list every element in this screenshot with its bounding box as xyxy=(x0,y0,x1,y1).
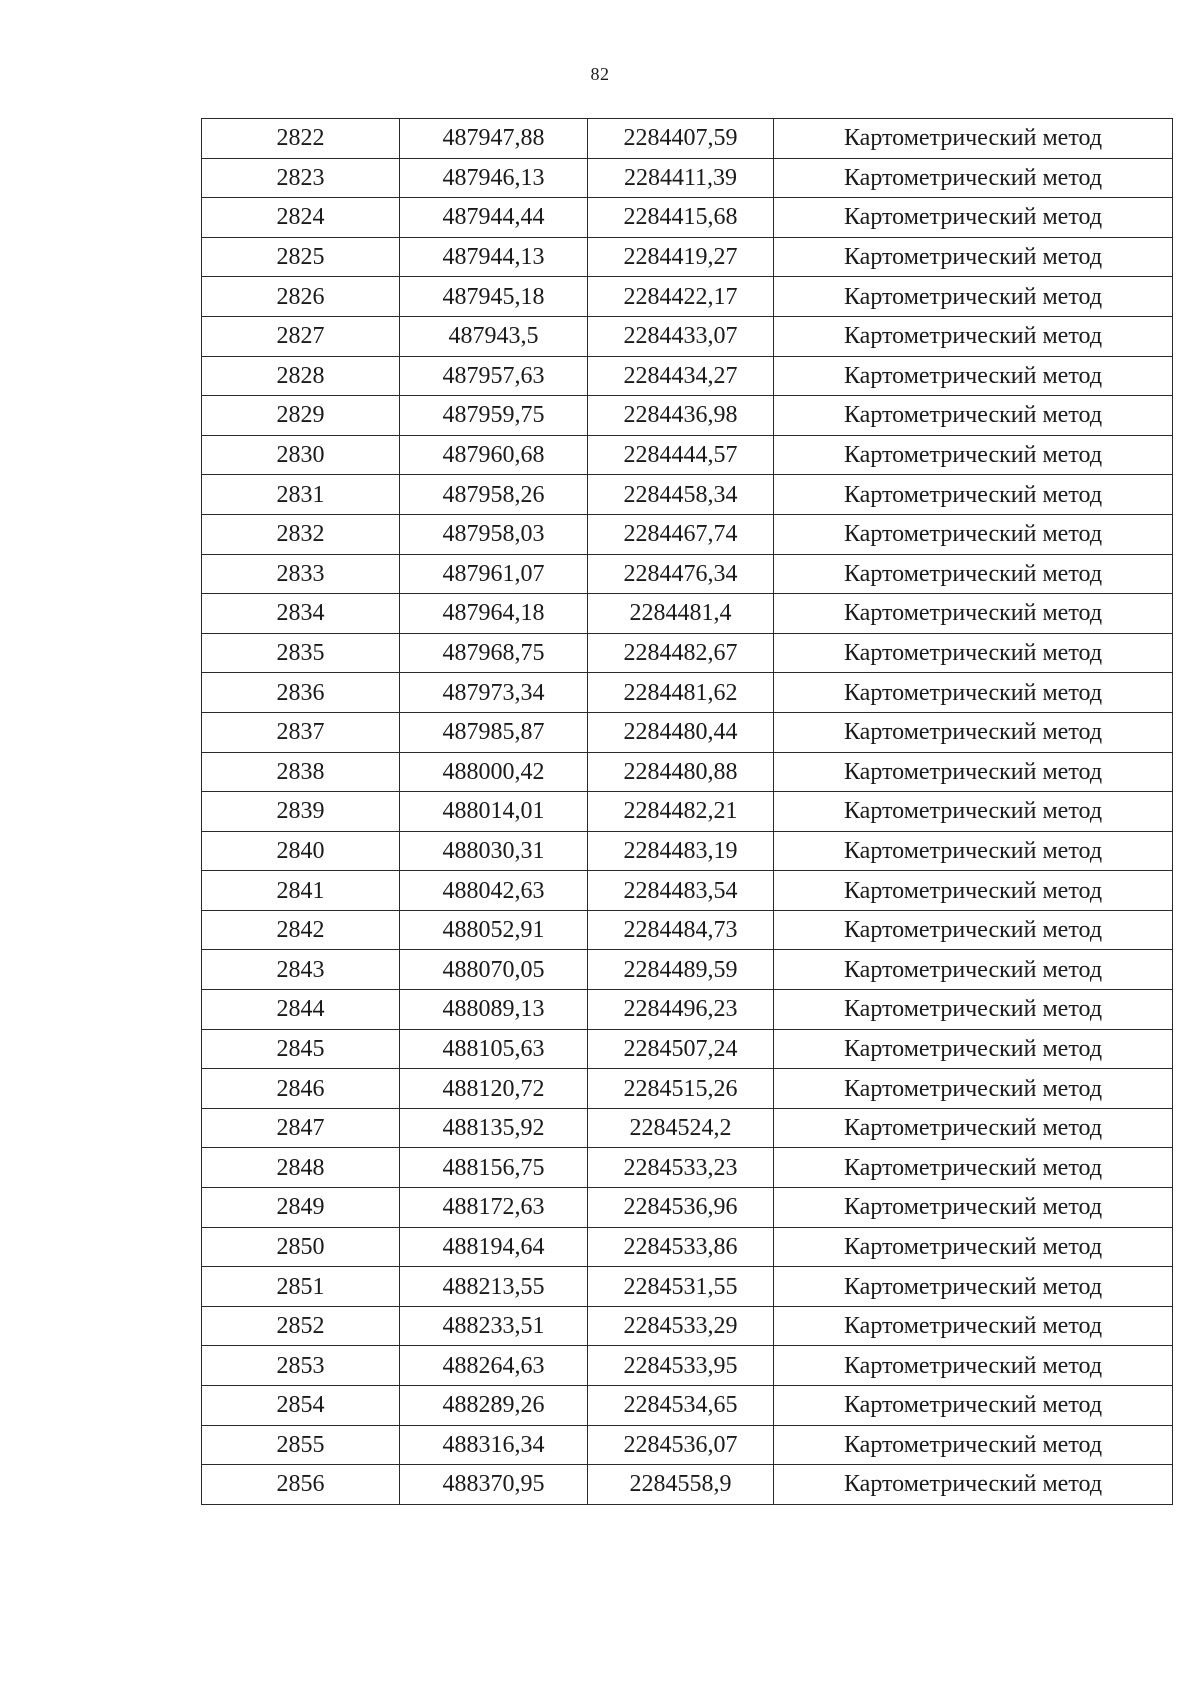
y-coordinate-cell: 2284533,86 xyxy=(588,1227,774,1267)
point-number-cell: 2834 xyxy=(202,594,400,634)
method-cell: Картометрический метод xyxy=(774,1108,1173,1148)
x-coordinate-cell: 488370,95 xyxy=(400,1465,588,1505)
method-cell: Картометрический метод xyxy=(774,1029,1173,1069)
y-coordinate-cell: 2284531,55 xyxy=(588,1267,774,1307)
table-row xyxy=(202,633,1173,673)
point-number-cell: 2844 xyxy=(202,990,400,1030)
x-coordinate-cell: 488289,26 xyxy=(400,1386,588,1426)
y-coordinate-cell: 2284489,59 xyxy=(588,950,774,990)
method-cell: Картометрический метод xyxy=(774,1069,1173,1109)
y-coordinate-cell: 2284483,54 xyxy=(588,871,774,911)
point-number-cell: 2854 xyxy=(202,1386,400,1426)
method-cell: Картометрический метод xyxy=(774,1465,1173,1505)
x-coordinate-cell: 488264,63 xyxy=(400,1346,588,1386)
method-cell: Картометрический метод xyxy=(774,910,1173,950)
table-row xyxy=(202,1148,1173,1188)
table-row xyxy=(202,831,1173,871)
y-coordinate-cell: 2284419,27 xyxy=(588,237,774,277)
y-coordinate-cell: 2284534,65 xyxy=(588,1386,774,1426)
y-coordinate-cell: 2284533,23 xyxy=(588,1148,774,1188)
table-row xyxy=(202,990,1173,1030)
point-number-cell: 2826 xyxy=(202,277,400,317)
point-number-cell: 2828 xyxy=(202,356,400,396)
y-coordinate-cell: 2284482,21 xyxy=(588,792,774,832)
table-row xyxy=(202,277,1173,317)
point-number-cell: 2850 xyxy=(202,1227,400,1267)
point-number-cell: 2841 xyxy=(202,871,400,911)
y-coordinate-cell: 2284533,95 xyxy=(588,1346,774,1386)
method-cell: Картометрический метод xyxy=(774,237,1173,277)
point-number-cell: 2839 xyxy=(202,792,400,832)
x-coordinate-cell: 487961,07 xyxy=(400,554,588,594)
coordinates-table-body xyxy=(202,119,1173,1505)
y-coordinate-cell: 2284515,26 xyxy=(588,1069,774,1109)
table-row xyxy=(202,1029,1173,1069)
x-coordinate-cell: 488014,01 xyxy=(400,792,588,832)
x-coordinate-cell: 487944,44 xyxy=(400,198,588,238)
y-coordinate-cell: 2284533,29 xyxy=(588,1306,774,1346)
table-row xyxy=(202,435,1173,475)
x-coordinate-cell: 488213,55 xyxy=(400,1267,588,1307)
x-coordinate-cell: 488089,13 xyxy=(400,990,588,1030)
method-cell: Картометрический метод xyxy=(774,712,1173,752)
point-number-cell: 2852 xyxy=(202,1306,400,1346)
table-row xyxy=(202,475,1173,515)
point-number-cell: 2848 xyxy=(202,1148,400,1188)
y-coordinate-cell: 2284467,74 xyxy=(588,514,774,554)
x-coordinate-cell: 487973,34 xyxy=(400,673,588,713)
method-cell: Картометрический метод xyxy=(774,950,1173,990)
point-number-cell: 2823 xyxy=(202,158,400,198)
point-number-cell: 2838 xyxy=(202,752,400,792)
method-cell: Картометрический метод xyxy=(774,1267,1173,1307)
method-cell: Картометрический метод xyxy=(774,1386,1173,1426)
point-number-cell: 2835 xyxy=(202,633,400,673)
method-cell: Картометрический метод xyxy=(774,871,1173,911)
table-row xyxy=(202,871,1173,911)
method-cell: Картометрический метод xyxy=(774,594,1173,634)
x-coordinate-cell: 487985,87 xyxy=(400,712,588,752)
y-coordinate-cell: 2284496,23 xyxy=(588,990,774,1030)
table-row xyxy=(202,712,1173,752)
table-row xyxy=(202,1267,1173,1307)
method-cell: Картометрический метод xyxy=(774,1188,1173,1228)
y-coordinate-cell: 2284415,68 xyxy=(588,198,774,238)
method-cell: Картометрический метод xyxy=(774,554,1173,594)
x-coordinate-cell: 487943,5 xyxy=(400,316,588,356)
table-row xyxy=(202,792,1173,832)
point-number-cell: 2845 xyxy=(202,1029,400,1069)
table-row xyxy=(202,1069,1173,1109)
x-coordinate-cell: 487958,03 xyxy=(400,514,588,554)
y-coordinate-cell: 2284507,24 xyxy=(588,1029,774,1069)
x-coordinate-cell: 488120,72 xyxy=(400,1069,588,1109)
x-coordinate-cell: 487959,75 xyxy=(400,396,588,436)
y-coordinate-cell: 2284484,73 xyxy=(588,910,774,950)
table-row xyxy=(202,594,1173,634)
x-coordinate-cell: 487958,26 xyxy=(400,475,588,515)
method-cell: Картометрический метод xyxy=(774,356,1173,396)
method-cell: Картометрический метод xyxy=(774,831,1173,871)
x-coordinate-cell: 488172,63 xyxy=(400,1188,588,1228)
table-row xyxy=(202,198,1173,238)
y-coordinate-cell: 2284536,07 xyxy=(588,1425,774,1465)
method-cell: Картометрический метод xyxy=(774,673,1173,713)
method-cell: Картометрический метод xyxy=(774,119,1173,159)
table-row xyxy=(202,158,1173,198)
y-coordinate-cell: 2284436,98 xyxy=(588,396,774,436)
method-cell: Картометрический метод xyxy=(774,316,1173,356)
x-coordinate-cell: 488194,64 xyxy=(400,1227,588,1267)
y-coordinate-cell: 2284458,34 xyxy=(588,475,774,515)
method-cell: Картометрический метод xyxy=(774,1148,1173,1188)
method-cell: Картометрический метод xyxy=(774,475,1173,515)
point-number-cell: 2849 xyxy=(202,1188,400,1228)
x-coordinate-cell: 488042,63 xyxy=(400,871,588,911)
method-cell: Картометрический метод xyxy=(774,792,1173,832)
method-cell: Картометрический метод xyxy=(774,633,1173,673)
method-cell: Картометрический метод xyxy=(774,277,1173,317)
point-number-cell: 2840 xyxy=(202,831,400,871)
table-row xyxy=(202,673,1173,713)
table-row xyxy=(202,950,1173,990)
point-number-cell: 2829 xyxy=(202,396,400,436)
x-coordinate-cell: 487947,88 xyxy=(400,119,588,159)
x-coordinate-cell: 487964,18 xyxy=(400,594,588,634)
y-coordinate-cell: 2284433,07 xyxy=(588,316,774,356)
x-coordinate-cell: 488030,31 xyxy=(400,831,588,871)
point-number-cell: 2846 xyxy=(202,1069,400,1109)
table-row xyxy=(202,119,1173,159)
x-coordinate-cell: 487968,75 xyxy=(400,633,588,673)
point-number-cell: 2831 xyxy=(202,475,400,515)
y-coordinate-cell: 2284411,39 xyxy=(588,158,774,198)
point-number-cell: 2822 xyxy=(202,119,400,159)
y-coordinate-cell: 2284480,44 xyxy=(588,712,774,752)
y-coordinate-cell: 2284481,62 xyxy=(588,673,774,713)
y-coordinate-cell: 2284558,9 xyxy=(588,1465,774,1505)
page-number: 82 xyxy=(590,64,610,84)
table-row xyxy=(202,752,1173,792)
y-coordinate-cell: 2284480,88 xyxy=(588,752,774,792)
point-number-cell: 2827 xyxy=(202,316,400,356)
table-row xyxy=(202,910,1173,950)
y-coordinate-cell: 2284536,96 xyxy=(588,1188,774,1228)
coordinates-table xyxy=(201,118,1173,1505)
table-row xyxy=(202,1346,1173,1386)
x-coordinate-cell: 487945,18 xyxy=(400,277,588,317)
table-row xyxy=(202,1465,1173,1505)
x-coordinate-cell: 488135,92 xyxy=(400,1108,588,1148)
method-cell: Картометрический метод xyxy=(774,198,1173,238)
method-cell: Картометрический метод xyxy=(774,990,1173,1030)
y-coordinate-cell: 2284483,19 xyxy=(588,831,774,871)
y-coordinate-cell: 2284407,59 xyxy=(588,119,774,159)
point-number-cell: 2830 xyxy=(202,435,400,475)
table-row xyxy=(202,356,1173,396)
x-coordinate-cell: 488105,63 xyxy=(400,1029,588,1069)
table-row xyxy=(202,1227,1173,1267)
table-row xyxy=(202,1386,1173,1426)
table-row xyxy=(202,554,1173,594)
y-coordinate-cell: 2284434,27 xyxy=(588,356,774,396)
y-coordinate-cell: 2284422,17 xyxy=(588,277,774,317)
y-coordinate-cell: 2284444,57 xyxy=(588,435,774,475)
table-row xyxy=(202,316,1173,356)
x-coordinate-cell: 488000,42 xyxy=(400,752,588,792)
x-coordinate-cell: 487944,13 xyxy=(400,237,588,277)
x-coordinate-cell: 488052,91 xyxy=(400,910,588,950)
x-coordinate-cell: 488233,51 xyxy=(400,1306,588,1346)
table-row xyxy=(202,396,1173,436)
point-number-cell: 2832 xyxy=(202,514,400,554)
table-row xyxy=(202,1306,1173,1346)
point-number-cell: 2837 xyxy=(202,712,400,752)
x-coordinate-cell: 488316,34 xyxy=(400,1425,588,1465)
point-number-cell: 2833 xyxy=(202,554,400,594)
method-cell: Картометрический метод xyxy=(774,514,1173,554)
x-coordinate-cell: 488070,05 xyxy=(400,950,588,990)
point-number-cell: 2855 xyxy=(202,1425,400,1465)
method-cell: Картометрический метод xyxy=(774,1346,1173,1386)
x-coordinate-cell: 487960,68 xyxy=(400,435,588,475)
y-coordinate-cell: 2284481,4 xyxy=(588,594,774,634)
method-cell: Картометрический метод xyxy=(774,158,1173,198)
x-coordinate-cell: 488156,75 xyxy=(400,1148,588,1188)
x-coordinate-cell: 487957,63 xyxy=(400,356,588,396)
y-coordinate-cell: 2284524,2 xyxy=(588,1108,774,1148)
point-number-cell: 2851 xyxy=(202,1267,400,1307)
point-number-cell: 2825 xyxy=(202,237,400,277)
method-cell: Картометрический метод xyxy=(774,435,1173,475)
method-cell: Картометрический метод xyxy=(774,1306,1173,1346)
table-row xyxy=(202,237,1173,277)
point-number-cell: 2847 xyxy=(202,1108,400,1148)
point-number-cell: 2836 xyxy=(202,673,400,713)
table-row xyxy=(202,514,1173,554)
method-cell: Картометрический метод xyxy=(774,1227,1173,1267)
table-row xyxy=(202,1425,1173,1465)
y-coordinate-cell: 2284476,34 xyxy=(588,554,774,594)
point-number-cell: 2843 xyxy=(202,950,400,990)
y-coordinate-cell: 2284482,67 xyxy=(588,633,774,673)
point-number-cell: 2856 xyxy=(202,1465,400,1505)
x-coordinate-cell: 487946,13 xyxy=(400,158,588,198)
point-number-cell: 2824 xyxy=(202,198,400,238)
point-number-cell: 2853 xyxy=(202,1346,400,1386)
method-cell: Картометрический метод xyxy=(774,1425,1173,1465)
table-row xyxy=(202,1108,1173,1148)
table-row xyxy=(202,1188,1173,1228)
method-cell: Картометрический метод xyxy=(774,752,1173,792)
point-number-cell: 2842 xyxy=(202,910,400,950)
method-cell: Картометрический метод xyxy=(774,396,1173,436)
